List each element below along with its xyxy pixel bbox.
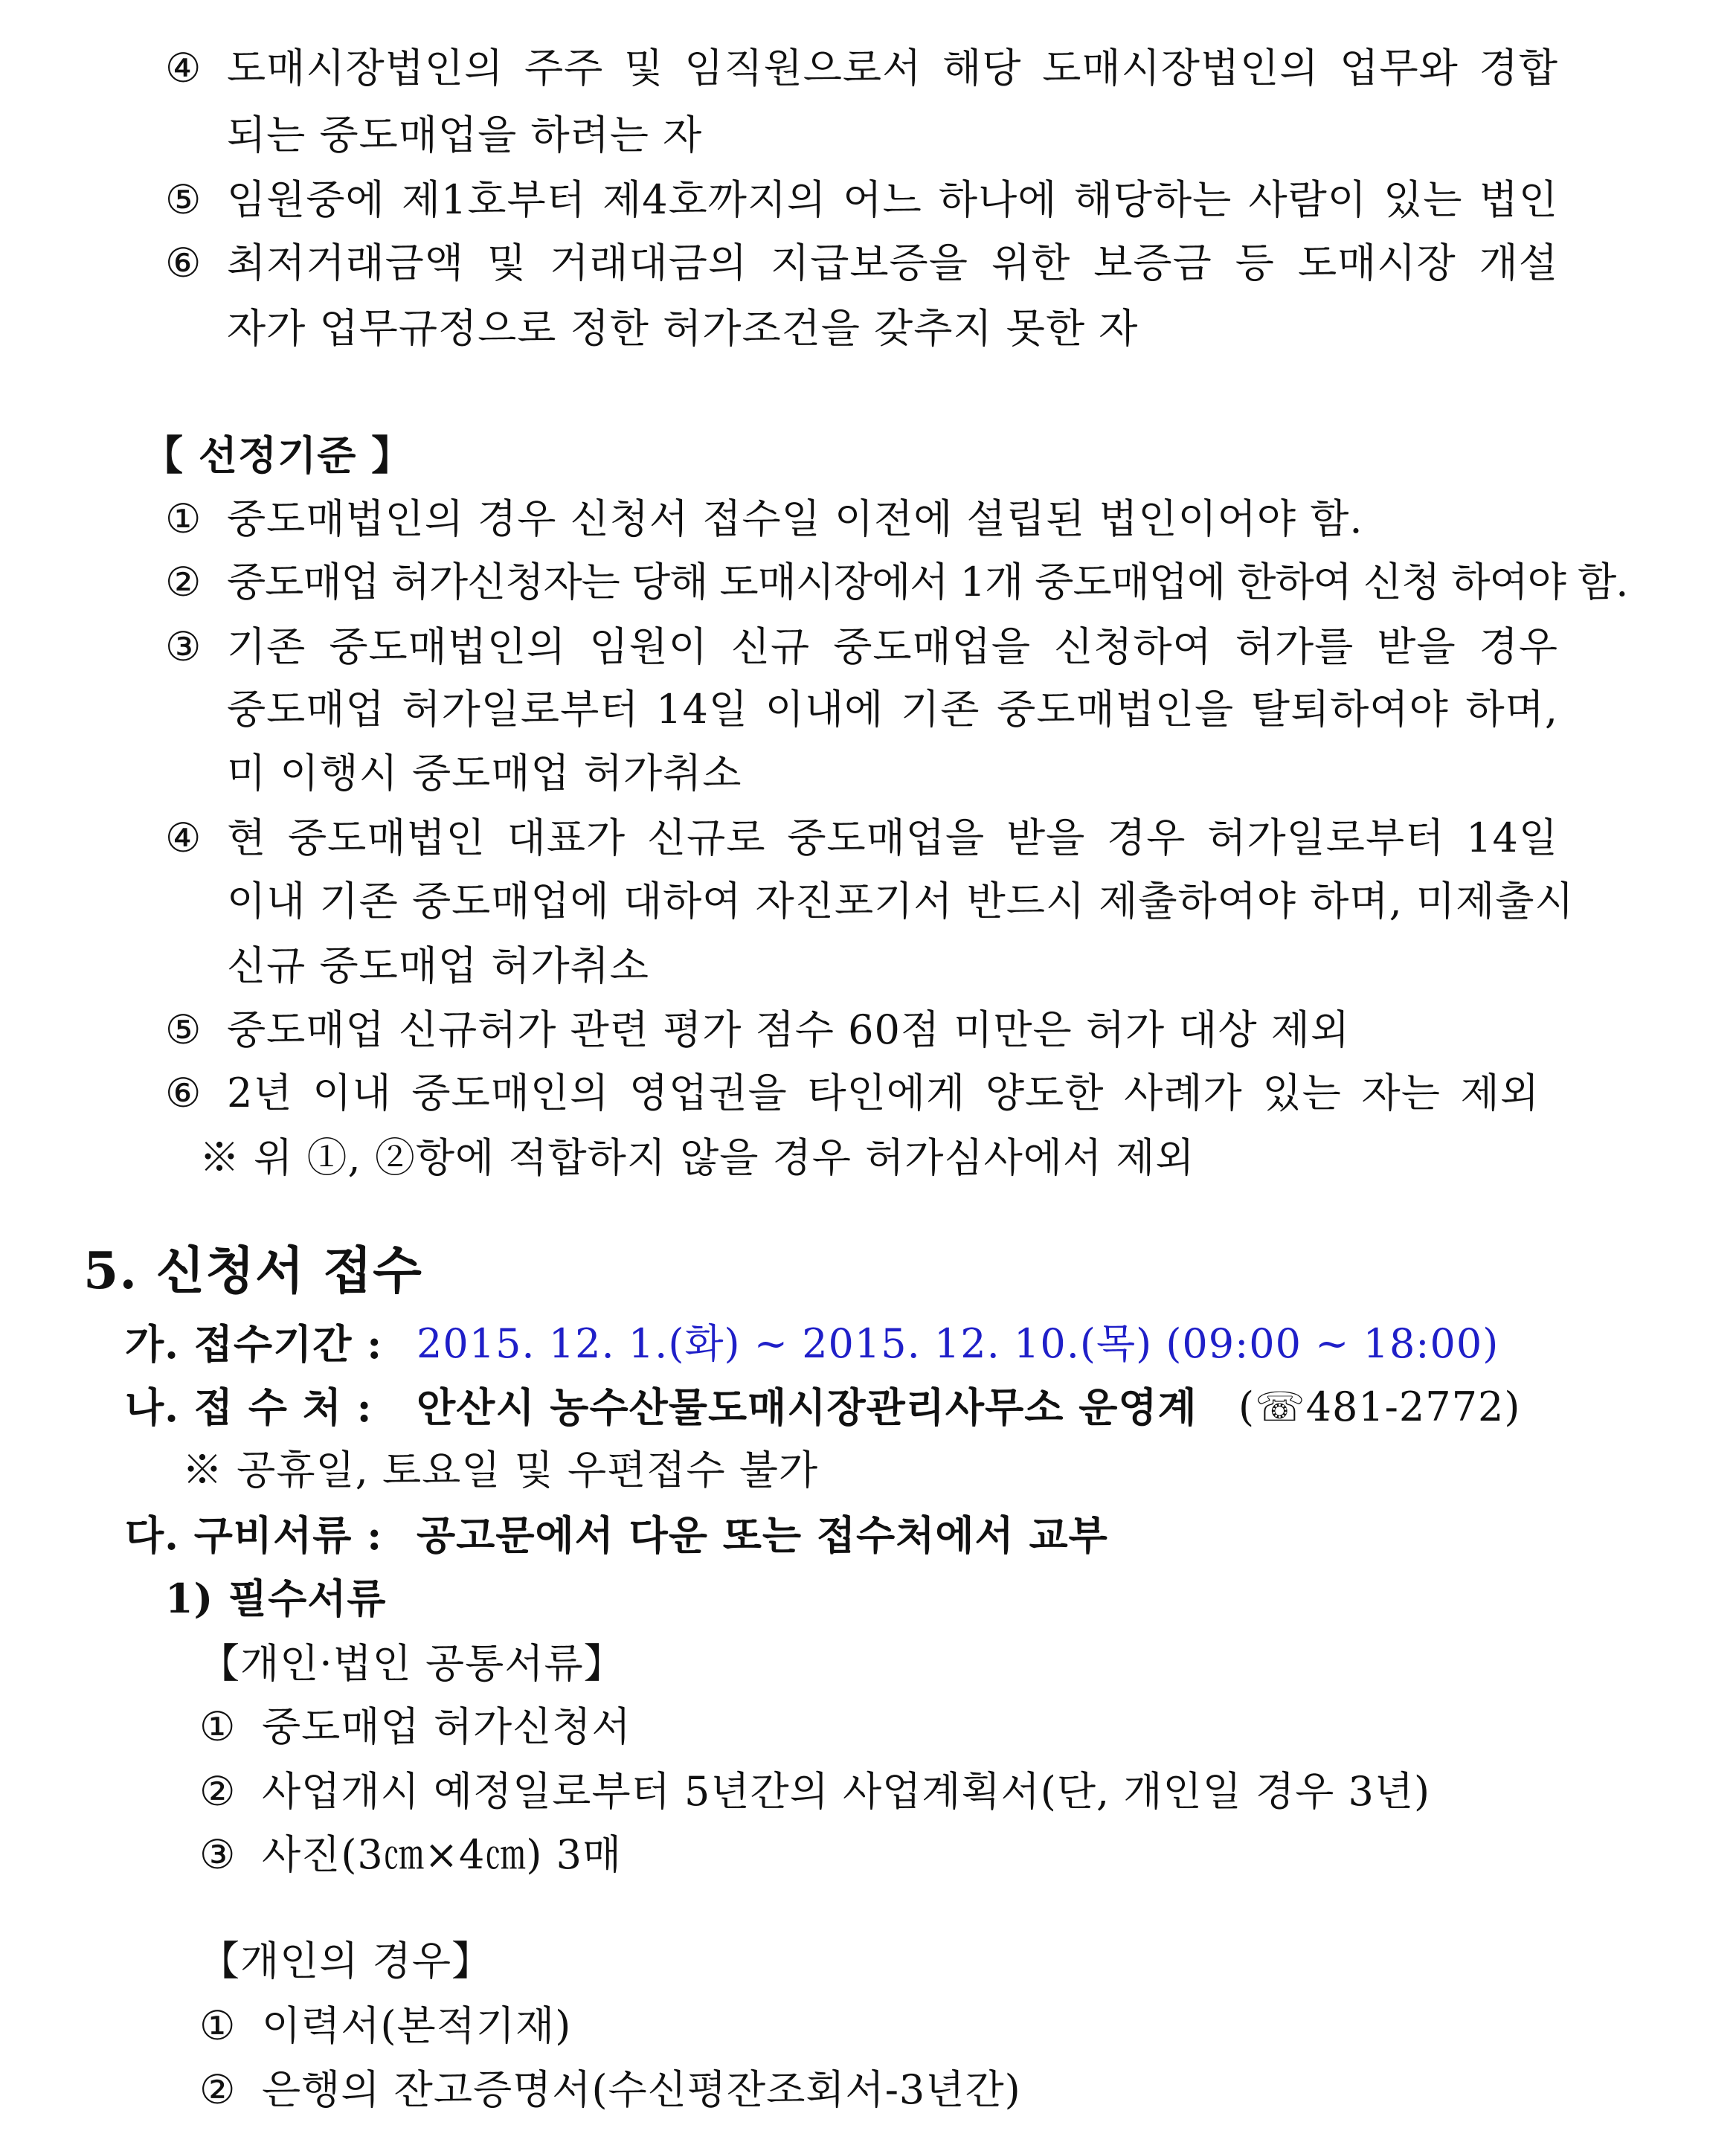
place-label: 나. 접 수 처 :	[125, 1383, 373, 1431]
place-phone: (☏481-2772)	[1238, 1383, 1521, 1430]
common-docs-heading: 【개인·법인 공통서류】	[199, 1640, 625, 1687]
criteria-item-1-num: ①	[165, 495, 202, 542]
criteria-item-4-num: ④	[165, 814, 202, 861]
individual-item-2-num: ②	[199, 2066, 237, 2113]
criteria-heading: 【 선정기준 】	[143, 431, 413, 479]
common-item-3-num: ③	[199, 1831, 237, 1878]
criteria-item-5-line-1: 중도매업 신규허가 관련 평가 점수 60점 미만은 허가 대상 제외	[227, 1006, 1351, 1053]
top-item-6-line-1: 최저거래금액 및 거래대금의 지급보증을 위한 보증금 등 도매시장 개설	[227, 239, 1558, 286]
individual-docs-heading: 【개인의 경우】	[199, 1938, 492, 1984]
individual-item-1-num: ①	[199, 2002, 237, 2049]
place-value: 안산시 농수산물도매시장관리사무소 운영계	[417, 1383, 1197, 1431]
criteria-note: ※ 위 ①, ②항에 적합하지 않을 경우 허가심사에서 제외	[199, 1134, 1195, 1181]
docs-value: 공고문에서 다운 또는 접수처에서 교부	[417, 1511, 1108, 1559]
criteria-item-2-line-1: 중도매업 허가신청자는 당해 도매시장에서 1개 중도매업에 한하여 신청 하여야 함.	[227, 559, 1628, 605]
period-value: 2015. 12. 1.(화) ~ 2015. 12. 10.(목) (09:00 ~ 18:00)	[417, 1320, 1499, 1367]
common-item-1-text: 중도매업 허가신청서	[262, 1703, 631, 1750]
top-item-5-num: ⑤	[165, 176, 202, 223]
top-item-4-line-2: 되는 중도매업을 하려는 자	[227, 112, 703, 158]
top-item-5-line-1: 임원중에 제1호부터 제4호까지의 어느 하나에 해당하는 사람이 있는 법인	[227, 176, 1558, 223]
individual-item-1-text: 이력서(본적기재)	[262, 2002, 572, 2049]
required-docs-title: 1) 필수서류	[165, 1575, 387, 1622]
criteria-item-5-num: ⑤	[165, 1006, 202, 1053]
criteria-item-4-line-3: 신규 중도매업 허가취소	[227, 942, 649, 989]
place-note: ※ 공휴일, 토요일 및 우편접수 불가	[182, 1447, 819, 1494]
criteria-item-2-num: ②	[165, 559, 202, 605]
criteria-item-6-num: ⑥	[165, 1070, 202, 1116]
criteria-item-3-line-2: 중도매업 허가일로부터 14일 이내에 기존 중도매법인을 탈퇴하여야 하며,	[227, 686, 1558, 733]
top-item-4-line-1: 도매시장법인의 주주 및 임직원으로서 해당 도매시장법인의 업무와 경합	[227, 45, 1558, 91]
common-item-3-text: 사진(3㎝×4㎝) 3매	[262, 1831, 623, 1878]
section-5-title: 5. 신청서 접수	[83, 1241, 422, 1301]
criteria-item-6-line-1: 2년 이내 중도매인의 영업권을 타인에게 양도한 사례가 있는 자는 제외	[227, 1070, 1540, 1116]
criteria-item-3-num: ③	[165, 623, 202, 670]
individual-item-2-text: 은행의 잔고증명서(수신평잔조회서-3년간)	[262, 2066, 1021, 2113]
common-item-2-num: ②	[199, 1768, 237, 1815]
criteria-item-4-line-1: 현 중도매법인 대표가 신규로 중도매업을 받을 경우 허가일로부터 14일	[227, 814, 1558, 861]
period-label: 가. 접수기간 :	[125, 1320, 383, 1368]
top-item-4-num: ④	[165, 45, 202, 91]
docs-label: 다. 구비서류 :	[125, 1511, 383, 1559]
common-item-1-num: ①	[199, 1703, 237, 1750]
criteria-item-1-line-1: 중도매법인의 경우 신청서 접수일 이전에 설립된 법인이어야 함.	[227, 495, 1363, 542]
top-item-6-line-2: 자가 업무규정으로 정한 허가조건을 갖추지 못한 자	[227, 305, 1139, 352]
criteria-item-3-line-1: 기존 중도매법인의 임원이 신규 중도매업을 신청하여 허가를 받을 경우	[227, 623, 1558, 670]
criteria-item-3-line-3: 미 이행시 중도매업 허가취소	[227, 750, 742, 797]
top-item-6-num: ⑥	[165, 239, 202, 286]
criteria-item-4-line-2: 이내 기존 중도매업에 대하여 자진포기서 반드시 제출하여야 하며, 미제출시	[227, 878, 1575, 925]
common-item-2-text: 사업개시 예정일로부터 5년간의 사업계획서(단, 개인일 경우 3년)	[262, 1768, 1431, 1815]
